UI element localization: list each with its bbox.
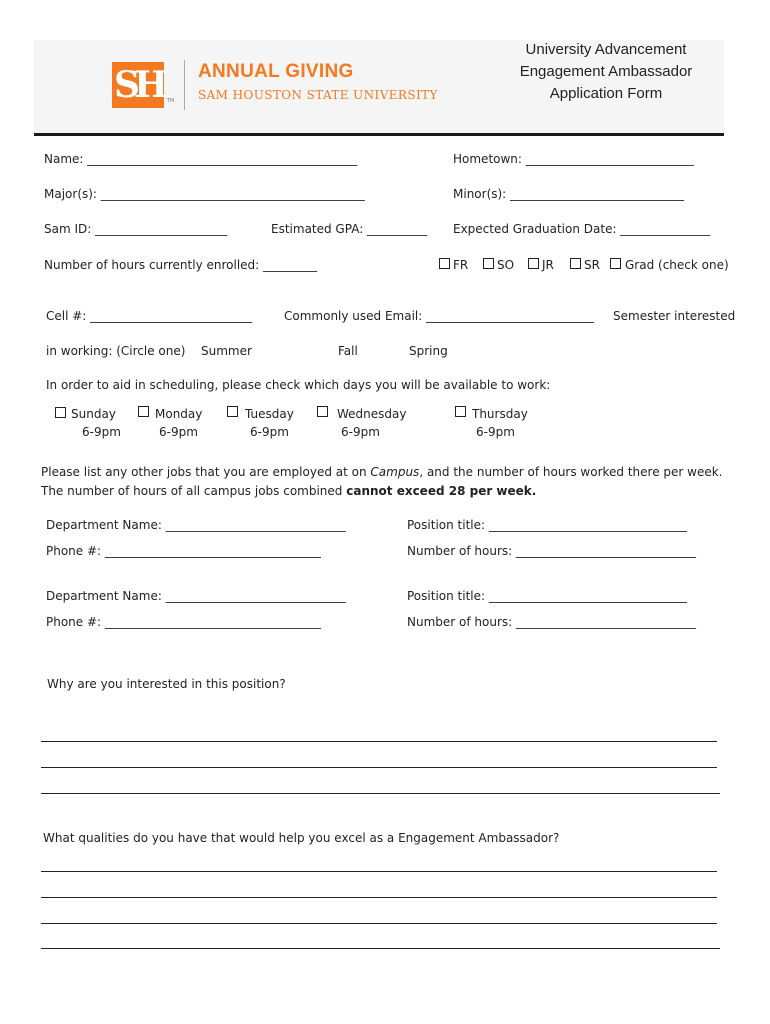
class-sr-label: SR	[584, 258, 600, 272]
class-so-checkbox[interactable]	[483, 258, 494, 269]
thursday-label: Thursday	[472, 407, 528, 421]
grad-date-field[interactable]: Expected Graduation Date: _______________	[453, 222, 711, 236]
answer-line[interactable]	[41, 793, 720, 794]
answer-line[interactable]	[41, 741, 717, 742]
jobs-intro-limit: cannot exceed 28 per week.	[346, 484, 537, 498]
question-interest: Why are you interested in this position?	[47, 677, 286, 691]
gpa-field[interactable]: Estimated GPA: __________	[271, 222, 428, 236]
semester-fall[interactable]: Fall	[338, 344, 358, 358]
sunday-time: 6-9pm	[82, 425, 121, 439]
jobs-intro-campus: Campus	[370, 465, 420, 479]
semester-spring[interactable]: Spring	[409, 344, 448, 358]
semester-label-cont: in working: (Circle one)	[46, 344, 186, 358]
sam-id-field[interactable]: Sam ID: ______________________	[44, 222, 228, 236]
header-rule	[34, 133, 724, 136]
class-sr-checkbox[interactable]	[570, 258, 581, 269]
class-fr-checkbox[interactable]	[439, 258, 450, 269]
hours-field[interactable]: Number of hours currently enrolled: _________	[44, 258, 318, 272]
answer-line[interactable]	[41, 923, 717, 924]
thursday-time: 6-9pm	[476, 425, 515, 439]
hometown-field[interactable]: Hometown: ____________________________	[453, 152, 694, 166]
class-jr-label: JR	[542, 258, 554, 272]
monday-checkbox[interactable]	[138, 406, 149, 417]
class-so-label: SO	[497, 258, 515, 272]
form-title	[486, 39, 726, 105]
question-qualities: What qualities do you have that would help you excel as a Engagement Ambassador?	[43, 831, 560, 845]
class-grad-checkbox[interactable]	[610, 258, 621, 269]
logo-divider	[184, 60, 185, 110]
tuesday-label: Tuesday	[245, 407, 294, 421]
jobs-intro-text-2: , and the number of hours worked there per week. The number of hours of all campus jobs combined	[41, 465, 723, 498]
email-field[interactable]: Commonly used Email: ____________________________	[284, 309, 595, 323]
jobs-intro-text-1: Please list any other jobs that you are employed at on	[41, 465, 371, 479]
form-title-line-2: Engagement Ambassador	[519, 63, 693, 80]
tuesday-time: 6-9pm	[250, 425, 289, 439]
job1-phone-field[interactable]: Phone #: ____________________________________	[46, 544, 321, 558]
job2-position-field[interactable]: Position title: _________________________________	[407, 589, 687, 603]
answer-line[interactable]	[41, 948, 720, 949]
job2-hours-field[interactable]: Number of hours: ______________________________	[407, 615, 696, 629]
majors-field[interactable]: Major(s): ____________________________________________	[44, 187, 365, 201]
logo-subtitle: SAM HOUSTON STATE UNIVERSITY	[198, 88, 438, 102]
job1-position-field[interactable]: Position title: _________________________________	[407, 518, 687, 532]
name-field[interactable]: Name: _____________________________________________	[44, 152, 358, 166]
answer-line[interactable]	[41, 871, 717, 872]
job1-hours-field[interactable]: Number of hours: ______________________________	[407, 544, 696, 558]
class-grad-label: Grad (check one)	[625, 258, 729, 272]
wednesday-checkbox[interactable]	[317, 406, 328, 417]
thursday-checkbox[interactable]	[455, 406, 466, 417]
minors-field[interactable]: Minor(s): _____________________________	[453, 187, 685, 201]
jobs-intro	[41, 463, 731, 501]
answer-line[interactable]	[41, 897, 717, 898]
semester-summer[interactable]: Summer	[201, 344, 252, 358]
tuesday-checkbox[interactable]	[227, 406, 238, 417]
logo-title: ANNUAL GIVING	[198, 61, 354, 82]
job2-department-field[interactable]: Department Name: ______________________________	[46, 589, 346, 603]
sunday-label: Sunday	[71, 407, 116, 421]
sunday-checkbox[interactable]	[55, 407, 66, 418]
availability-prompt: In order to aid in scheduling, please check which days you will be available to work:	[46, 378, 551, 392]
job1-department-field[interactable]: Department Name: ______________________________	[46, 518, 346, 532]
job2-phone-field[interactable]: Phone #: ____________________________________	[46, 615, 321, 629]
class-fr-label: FR	[453, 258, 469, 272]
monday-label: Monday	[155, 407, 203, 421]
wednesday-label: Wednesday	[337, 407, 407, 421]
answer-line[interactable]	[41, 767, 717, 768]
semester-label: Semester interested	[613, 309, 736, 323]
form-title-line-1: University Advancement	[525, 41, 687, 58]
monday-time: 6-9pm	[159, 425, 198, 439]
class-jr-checkbox[interactable]	[528, 258, 539, 269]
shsu-logo-mark: SH	[113, 64, 162, 106]
cell-field[interactable]: Cell #: ___________________________	[46, 309, 253, 323]
form-title-line-3: Application Form	[549, 85, 663, 102]
wednesday-time: 6-9pm	[341, 425, 380, 439]
logo-trademark: TM	[167, 98, 175, 104]
